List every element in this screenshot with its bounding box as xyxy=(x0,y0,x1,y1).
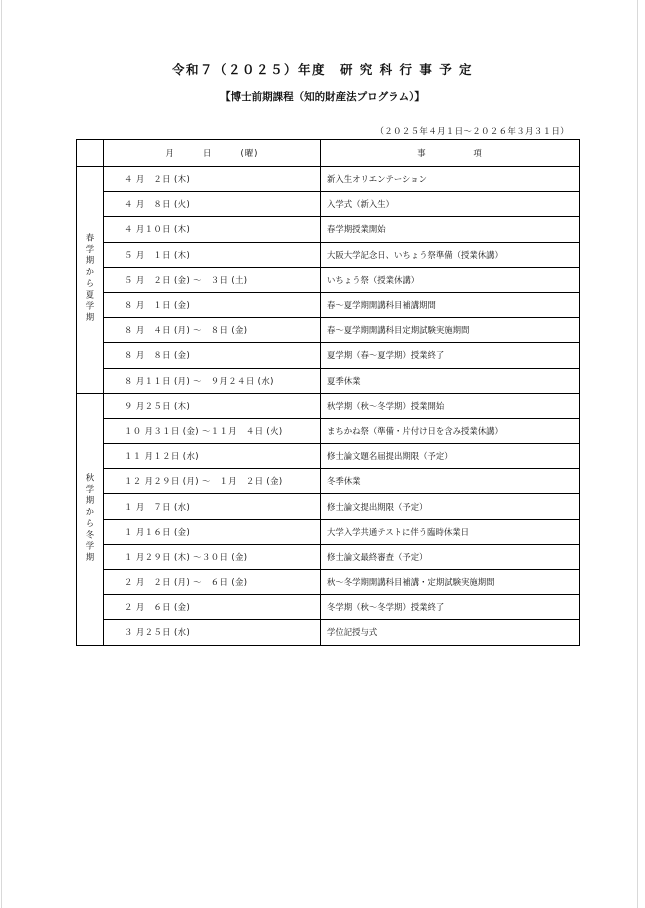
date-cell: １ 月２９日 (木) ～３０日 (金) xyxy=(104,544,321,569)
date-cell: １１ 月１２日 (水) xyxy=(104,444,321,469)
event-cell: 大学入学共通テストに伴う臨時休業日 xyxy=(321,519,580,544)
schedule-table xyxy=(76,139,580,646)
table-row xyxy=(77,368,580,393)
event-cell: 冬学期（秋～冬学期）授業終了 xyxy=(321,595,580,620)
table-row xyxy=(77,393,580,418)
table-row xyxy=(77,620,580,645)
term-autumn-winter xyxy=(77,393,104,645)
event-column-header: 事 項 xyxy=(321,140,580,167)
table-row xyxy=(77,267,580,292)
date-cell: ３ 月２５日 (水) xyxy=(104,620,321,645)
academic-period: （２０２５年４月１日～２０２６年３月３１日） xyxy=(375,127,569,137)
table-row xyxy=(77,192,580,217)
event-cell: 新入生オリエンテーション xyxy=(321,167,580,192)
page-edge-right xyxy=(637,0,638,908)
table-row xyxy=(77,544,580,569)
table-row xyxy=(77,167,580,192)
date-cell: ２ 月 ２日 (月) ～ ６日 (金) xyxy=(104,570,321,595)
table-row xyxy=(77,494,580,519)
table-row xyxy=(77,595,580,620)
date-cell: １２ 月２９日 (月) ～ １月 ２日 (金) xyxy=(104,469,321,494)
term-label: 秋学期から冬学期 xyxy=(85,472,95,564)
page-edge-left xyxy=(1,0,2,908)
table-row xyxy=(77,343,580,368)
event-cell: 秋学期（秋～冬学期）授業開始 xyxy=(321,393,580,418)
date-cell: ８ 月 ４日 (月) ～ ８日 (金) xyxy=(104,318,321,343)
date-cell: ８ 月 １日 (金) xyxy=(104,292,321,317)
event-cell: 大阪大学記念日、いちょう祭準備（授業休講） xyxy=(321,242,580,267)
page-title: 令和７（２０２５）年度 研 究 科 行 事 予 定 xyxy=(171,62,474,77)
event-cell: 学位記授与式 xyxy=(321,620,580,645)
event-cell: 夏学期（春～夏学期）授業終了 xyxy=(321,343,580,368)
table-row xyxy=(77,318,580,343)
event-cell: 入学式（新入生） xyxy=(321,192,580,217)
event-cell: 春～夏学期開講科目補講期間 xyxy=(321,292,580,317)
date-cell: １ 月１６日 (金) xyxy=(104,519,321,544)
term-spring-summer xyxy=(77,167,104,394)
event-cell: いちょう祭（授業休講） xyxy=(321,267,580,292)
event-cell: 春学期授業開始 xyxy=(321,217,580,242)
date-cell: ４ 月１０日 (木) xyxy=(104,217,321,242)
date-cell: ８ 月 ８日 (金) xyxy=(104,343,321,368)
event-cell: 秋～冬学期開講科目補講・定期試験実施期間 xyxy=(321,570,580,595)
table-row xyxy=(77,469,580,494)
term-header-cell xyxy=(77,140,104,167)
table-header-row xyxy=(77,140,580,167)
event-cell: 冬季休業 xyxy=(321,469,580,494)
date-cell: ９ 月２５日 (木) xyxy=(104,393,321,418)
table-row xyxy=(77,570,580,595)
date-cell: ８ 月１１日 (月) ～ ９月２４日 (水) xyxy=(104,368,321,393)
event-cell: 修士論文題名届提出期限（予定） xyxy=(321,444,580,469)
date-column-header: 月 日 (曜) xyxy=(104,140,321,167)
event-cell: 修士論文提出期限（予定） xyxy=(321,494,580,519)
event-cell: 春～夏学期開講科目定期試験実施期間 xyxy=(321,318,580,343)
page-subtitle: 【博士前期課程（知的財産法プログラム）】 xyxy=(220,91,425,103)
table-row xyxy=(77,242,580,267)
event-cell: まちかね祭（準備・片付け日を含み授業休講） xyxy=(321,418,580,443)
date-cell: ４ 月 ８日 (火) xyxy=(104,192,321,217)
term-label: 春学期から夏学期 xyxy=(85,233,95,325)
date-cell: ５ 月 １日 (木) xyxy=(104,242,321,267)
event-cell: 修士論文最終審査（予定） xyxy=(321,544,580,569)
date-cell: ５ 月 ２日 (金) ～ ３日 (土) xyxy=(104,267,321,292)
date-cell: １０ 月３１日 (金) ～１１月 ４日 (火) xyxy=(104,418,321,443)
date-cell: １ 月 ７日 (水) xyxy=(104,494,321,519)
table-row xyxy=(77,444,580,469)
table-row xyxy=(77,292,580,317)
table-row xyxy=(77,519,580,544)
date-cell: ２ 月 ６日 (金) xyxy=(104,595,321,620)
event-cell: 夏季休業 xyxy=(321,368,580,393)
table-row xyxy=(77,418,580,443)
table-row xyxy=(77,217,580,242)
date-cell: ４ 月 ２日 (木) xyxy=(104,167,321,192)
